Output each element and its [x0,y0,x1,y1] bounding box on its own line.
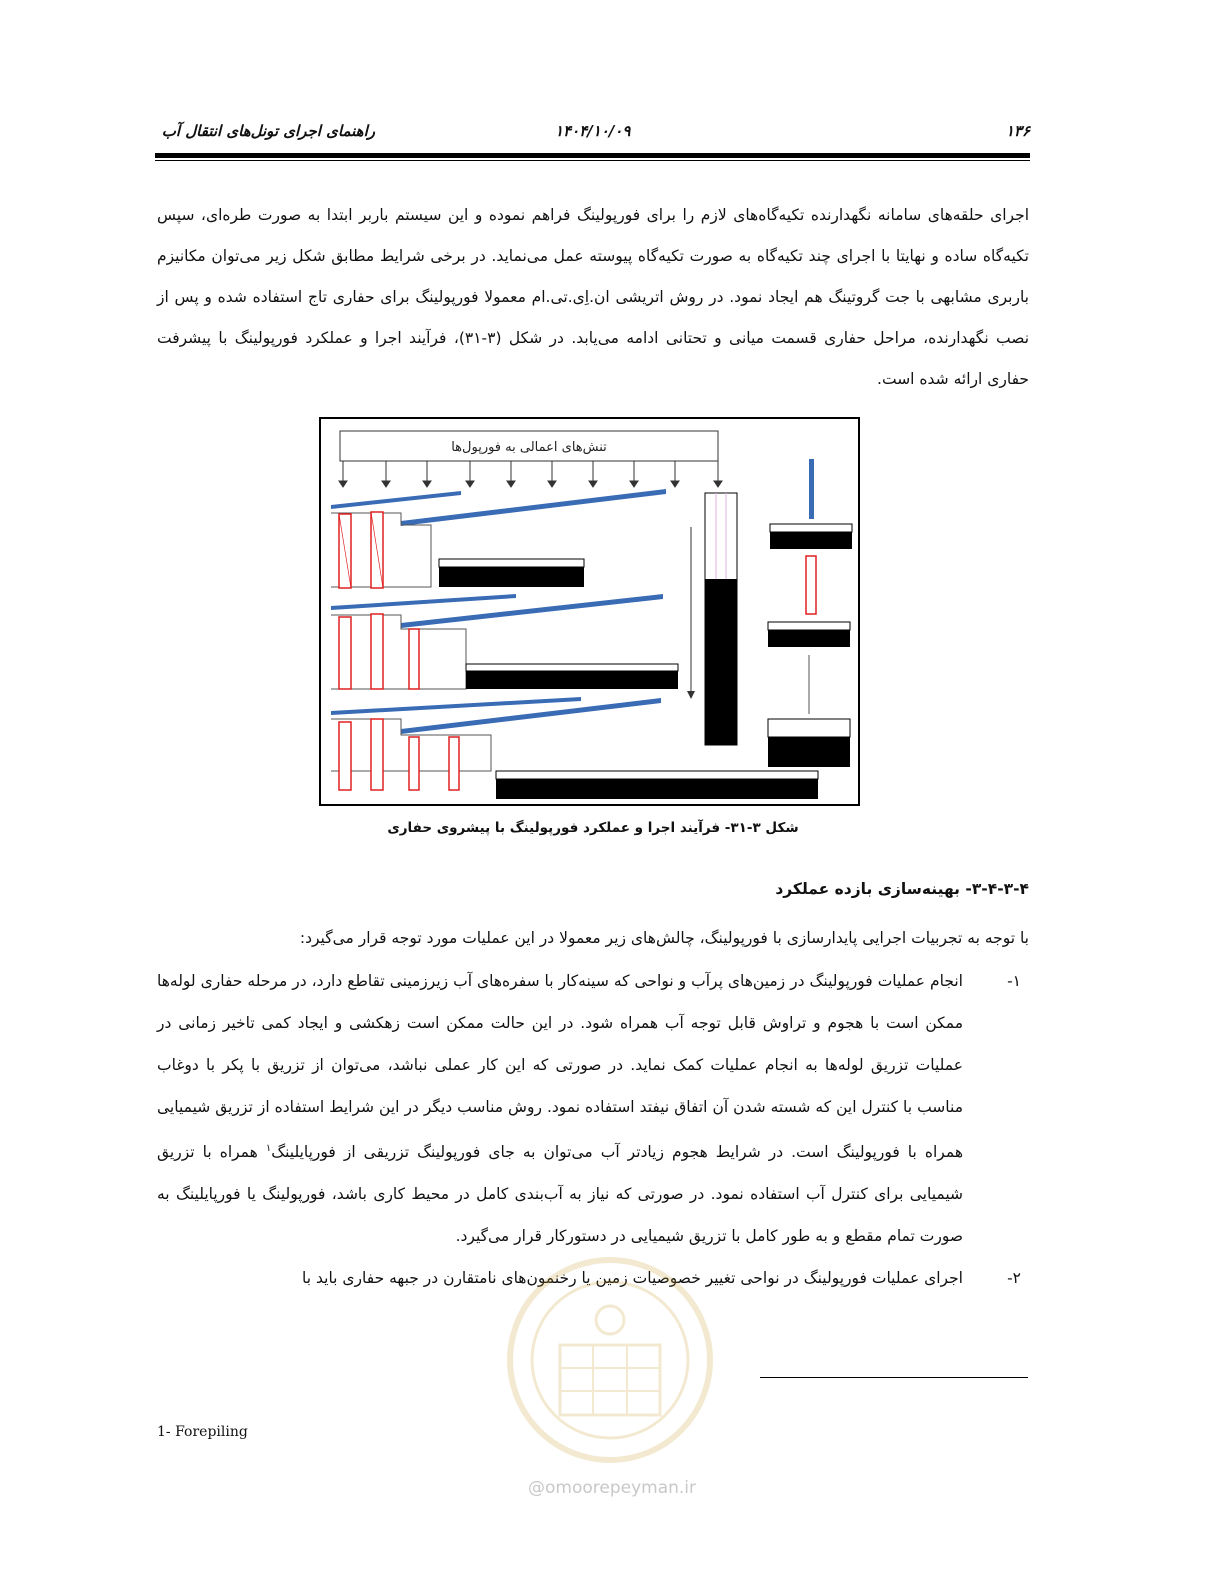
forepole-1a [331,491,461,509]
challenge-list [157,960,1029,1299]
header-title: راهنمای اجرای تونل‌های انتقال آب [161,122,375,140]
support-ring [339,722,351,790]
footnote-rule [760,1377,1028,1378]
stage-3 [331,697,818,799]
header-rule-thin [155,160,1030,161]
stress-label: تنش‌های اعمالی به فورپول‌ها [451,440,607,455]
section-heading: ۳-۴-۳-۴- بهینه‌سازی بازده عملکرد [775,880,1029,898]
watermark-text: @omoorepeyman.ir [527,1478,697,1498]
stage-2 [331,594,678,689]
figure-drawing [321,419,858,804]
intro-paragraph [157,195,1029,400]
stage-1 [331,489,666,588]
page-number: ۱۳۶ [1005,122,1030,140]
progress-arrow [687,691,695,699]
watermark-seal [500,1250,720,1480]
header-rule-thick [155,153,1030,158]
forepole-vertical [809,459,814,519]
intro-text: اجرای حلقه‌های سامانه نگهدارنده تکیه‌گاه‌های لازم را برای فورپولینگ فراهم نموده و این سیستم باربر ابتدا به صورت طره‌ای، سپس تکیه‌گاه ساده و نهایتا با اجرای چند تکیه‌گاه به صورت تکیه‌گاه پیوسته عمل می‌نماید. در برخی شرایط مطابق شکل زیر می‌توان مکانیزم باربری مشابهی با جت گروتینگ هم ایجاد نمود. در روش اتریشی ان.اِی.تی.ام معمولا فورپولینگ برای حفاری تاج استفاده شده و پس از نصب نگهدارنده، مراحل حفاری قسمت میانی و تحتانی ادامه می‌یابد. در شکل (۳-۳۱)، فرآیند اجرا و عملکرد فورپولینگ با پیشرفت حفاری ارائه شده است. [157,206,1030,388]
cross-section-fill [705,579,737,745]
list-item-text-continued: همراه با تزریق شیمیایی برای کنترل آب استفاده نمود. در صورتی که نیاز به آب‌بندی کامل در محیط کاری باشد، فورپولینگ یا فورپایلینگ به صورت تمام مقطع و به طور کامل با تزریق شیمیایی در دستورکار قرار می‌گیرد. [157,1143,963,1246]
support-ring [409,737,419,790]
footnote: 1- Forepiling [157,1424,248,1440]
list-item-number: ۱- [1007,972,1021,990]
footnote-marker[interactable]: ۱ [265,1143,272,1154]
support-ring-vertical [806,556,816,614]
section-intro-text: با توجه به تجربیات اجرایی پایدارسازی با فورپولینگ، چالش‌های زیر معمولا در این عملیات مورد توجه قرار می‌گیرد: [299,929,1029,947]
list-item-text: انجام عملیات فورپولینگ در زمین‌های پرآب و نواحی که سینه‌کار با سفره‌های آب زیرزمینی تقاطع دارد، در مرحله حفاری لوله‌ها ممکن است با هجوم و تراوش قابل توجه آب همراه شود. در این حالت ممکن است زهکشی و ایجاد کمی تاخیر زمانی در عملیات تزریق لوله‌ها به انجام عملیات کمک نماید. در صورتی که این کار عملی نباشد، می‌توان از تزریق با پکر با دوغاب مناسب با کنترل این که شسته شدن آن اتفاق نیفتد استفاده نمود. روش مناسب دیگر در این شرایط استفاده از تزریق شیمیایی همراه با فورپولینگ است. در شرایط هجوم زیادتر آب می‌توان به جای فورپولینگ تزریقی از فورپایلینگ [157,972,963,1162]
figure-forepoling-process [319,417,860,806]
support-ring [371,614,383,689]
forepole-2a [331,594,516,610]
header-date: ۱۴۰۴/۱۰/۰۹ [555,122,631,140]
support-ring [339,617,351,689]
list-item-text: اجرای عملیات فورپولینگ در نواحی تغییر خصوصیات زمین یا رخنمون‌های نامتقارن در جبهه حفاری باید با [302,1269,963,1288]
support-ring [449,737,459,790]
page-header [155,118,1030,144]
list-item [157,960,1029,1257]
section-intro [157,918,1029,959]
support-ring [409,629,419,689]
list-item-number: ۲- [1007,1269,1021,1288]
figure-caption: شکل ۳-۳۱- فرآیند اجرا و عملکرد فورپولینگ با پیشروی حفاری [387,820,799,836]
support-ring [371,719,383,790]
stress-arrows [339,461,722,487]
